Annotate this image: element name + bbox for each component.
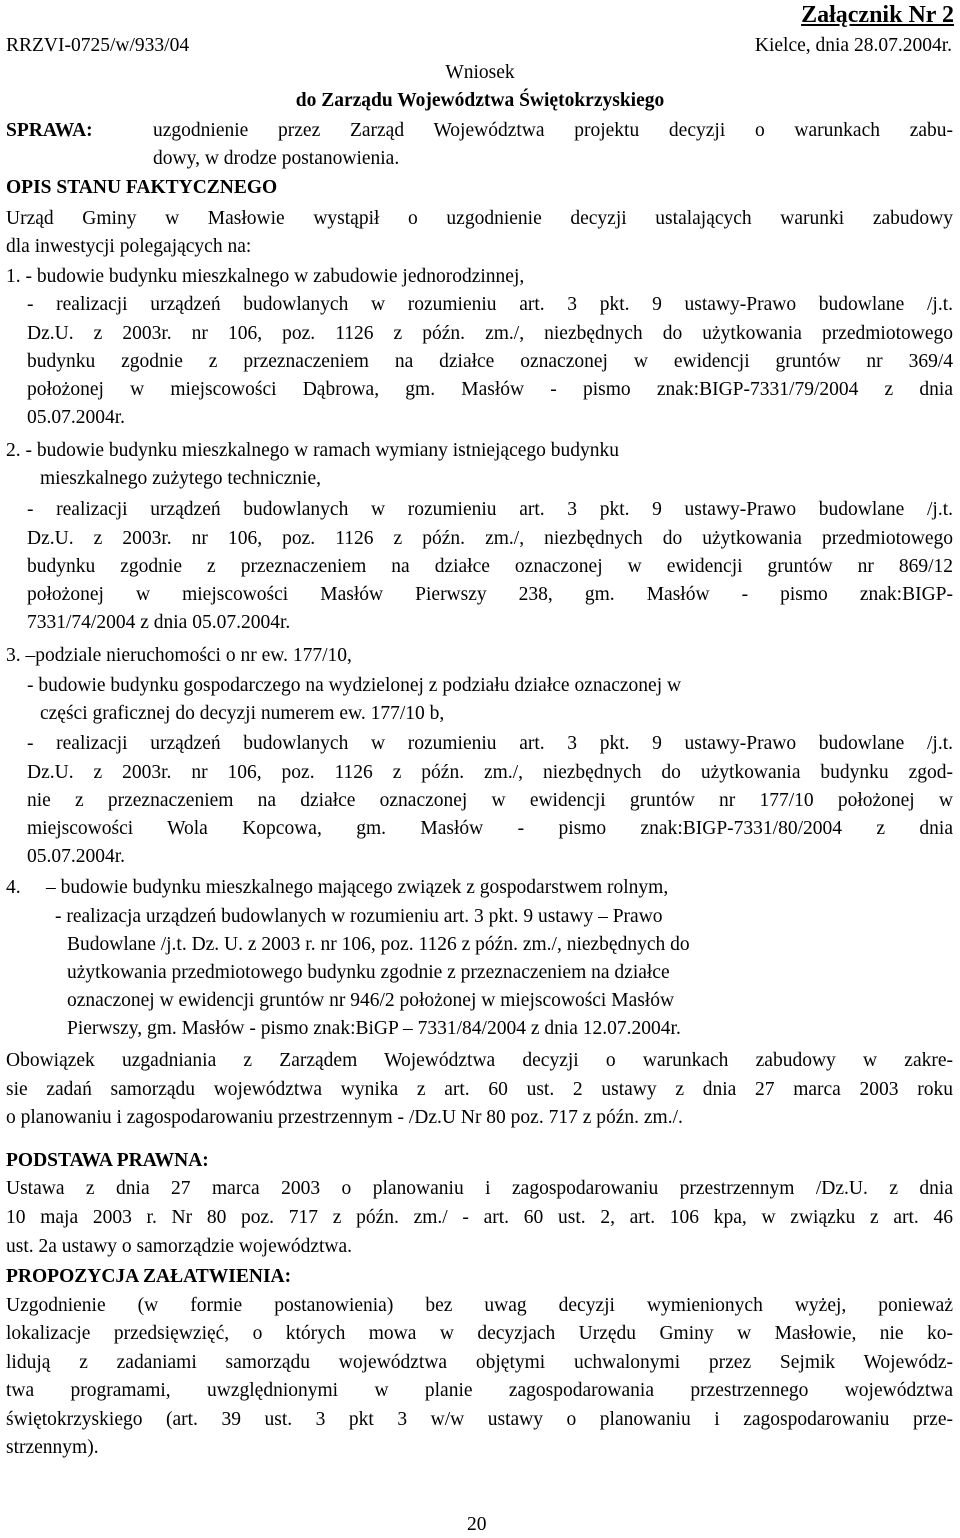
item2-line: położonej w miejscowości Masłów Pierwszy 238, gm. Masłów - pismo znak:BIGP- — [27, 584, 953, 605]
case-label: SPRAWA: — [6, 120, 93, 141]
proposal-line: świętokrzyskiego (art. 39 ust. 3 pkt 3 w/w ustawy o planowaniu i zagospodarowaniu prze- — [6, 1409, 953, 1430]
case-text-line: dowy, w drodze postanowienia. — [153, 148, 400, 169]
item2-line: budynku zgodnie z przeznaczeniem na działce oznaczonej w ewidencji gruntów nr 869/12 — [27, 556, 953, 577]
item3-line: miejscowości Wola Kopcowa, gm. Masłów - pismo znak:BIGP-7331/80/2004 z dnia — [27, 818, 953, 839]
item3-line: - realizacji urządzeń budowlanych w rozumieniu art. 3 pkt. 9 ustawy-Prawo budowlane /j.t. — [27, 733, 953, 754]
item2-line: 7331/74/2004 z dnia 05.07.2004r. — [27, 612, 291, 633]
item4-line: – budowie budynku mieszkalnego mającego związek z gospodarstwem rolnym, — [46, 877, 669, 898]
obligation-line: o planowaniu i zagospodarowaniu przestrzennym - /Dz.U Nr 80 poz. 717 z późn. zm./. — [6, 1107, 683, 1128]
item1-line: położonej w miejscowości Dąbrowa, gm. Masłów - pismo znak:BIGP-7331/79/2004 z dnia — [27, 379, 953, 400]
item4-number: 4. — [6, 877, 21, 898]
case-text-line: uzgodnienie przez Zarząd Województwa projektu decyzji o warunkach zabu- — [153, 120, 953, 141]
proposal-line: Uzgodnienie (w formie postanowienia) bez uwag decyzji wymienionych wyżej, ponieważ — [6, 1295, 953, 1316]
item3-line: Dz.U. z 2003r. nr 106, poz. 1126 z późn. zm./, niezbędnych do użytkowania budynku zgod- — [27, 762, 953, 783]
obligation-line: sie zadań samorządu województwa wynika z art. 60 ust. 2 ustawy z dnia 27 marca 2003 roku — [6, 1079, 953, 1100]
facts-intro-line: Urząd Gminy w Masłowie wystąpił o uzgodnienie decyzji ustalających warunki zabudowy — [6, 208, 953, 229]
item1-line: 1. - budowie budynku mieszkalnego w zabudowie jednorodzinnej, — [6, 266, 525, 287]
obligation-line: Obowiązek uzgadniania z Zarządem Województwa decyzji o warunkach zabudowy w zakre- — [6, 1050, 953, 1071]
item3-line: nie z przeznaczeniem na działce oznaczonej w ewidencji gruntów nr 177/10 położonej w — [27, 790, 953, 811]
item3-line: 3. –podziale nieruchomości o nr ew. 177/10, — [6, 645, 352, 666]
legal-basis-heading: PODSTAWA PRAWNA: — [6, 1150, 209, 1171]
proposal-line: strzennym). — [6, 1437, 99, 1458]
proposal-heading: PROPOZYCJA ZAŁATWIENIA: — [6, 1266, 292, 1287]
page-number: 20 — [467, 1514, 487, 1535]
facts-heading: OPIS STANU FAKTYCZNEGO — [6, 177, 278, 198]
item4-line: użytkowania przedmiotowego budynku zgodnie z przeznaczeniem na działce — [67, 962, 670, 983]
item4-line: oznaczonej w ewidencji gruntów nr 946/2 położonej w miejscowości Masłów — [67, 990, 675, 1011]
item1-line: 05.07.2004r. — [27, 407, 126, 428]
item3-line: 05.07.2004r. — [27, 846, 126, 867]
legal-basis-line: ust. 2a ustawy o samorządzie województwa. — [6, 1236, 353, 1257]
item4-line: - realizacja urządzeń budowlanych w rozumieniu art. 3 pkt. 9 ustawy – Prawo — [55, 906, 663, 927]
reference-number: RRZVI-0725/w/933/04 — [6, 35, 190, 56]
item2-line: - realizacji urządzeń budowlanych w rozumieniu art. 3 pkt. 9 ustawy-Prawo budowlane /j.t. — [27, 499, 953, 520]
request-title: Wniosek — [445, 62, 515, 83]
proposal-line: twa programami, uwzględnionymi w planie zagospodarowania przestrzennego województwa — [6, 1380, 953, 1401]
addressee: do Zarządu Województwa Świętokrzyskiego — [295, 90, 665, 111]
place-and-date: Kielce, dnia 28.07.2004r. — [754, 35, 952, 56]
facts-intro-line: dla inwestycji polegających na: — [6, 236, 252, 257]
item2-line: mieszkalnego zużytego technicznie, — [40, 468, 321, 489]
item4-line: Pierwszy, gm. Masłów - pismo znak:BiGP – 7331/84/2004 z dnia 12.07.2004r. — [67, 1018, 681, 1039]
item1-line: Dz.U. z 2003r. nr 106, poz. 1126 z późn. zm./, niezbędnych do użytkowania przedmiotowego — [27, 323, 953, 344]
item1-line: budynku zgodnie z przeznaczeniem na działce oznaczonej w ewidencji gruntów nr 369/4 — [27, 351, 953, 372]
proposal-line: lokalizacje przedsięwzięć, o których mowa w decyzjach Urzędu Gminy w Masłowie, nie ko- — [6, 1323, 953, 1344]
item2-line: Dz.U. z 2003r. nr 106, poz. 1126 z późn. zm./, niezbędnych do użytkowania przedmiotowego — [27, 528, 953, 549]
proposal-line: lidują z zadaniami samorządu województwa objętymi uchwalonymi przez Sejmik Wojewódz- — [6, 1352, 953, 1373]
item4-line: Budowlane /j.t. Dz. U. z 2003 r. nr 106, poz. 1126 z późn. zm./, niezbędnych do — [67, 934, 690, 955]
attachment-label: Załącznik Nr 2 — [801, 2, 954, 28]
item2-line: 2. - budowie budynku mieszkalnego w ramach wymiany istniejącego budynku — [6, 440, 620, 461]
item3-line: - budowie budynku gospodarczego na wydzielonej z podziału działce oznaczonej w — [27, 675, 682, 696]
legal-basis-line: Ustawa z dnia 27 marca 2003 o planowaniu i zagospodarowaniu przestrzennym /Dz.U. z dnia — [6, 1178, 953, 1199]
legal-basis-line: 10 maja 2003 r. Nr 80 poz. 717 z późn. zm./ - art. 60 ust. 2, art. 106 kpa, w związku z art. 46 — [6, 1207, 953, 1228]
item3-line: części graficznej do decyzji numerem ew. 177/10 b, — [40, 703, 445, 724]
item1-line: - realizacji urządzeń budowlanych w rozumieniu art. 3 pkt. 9 ustawy-Prawo budowlane /j.t. — [27, 294, 953, 315]
